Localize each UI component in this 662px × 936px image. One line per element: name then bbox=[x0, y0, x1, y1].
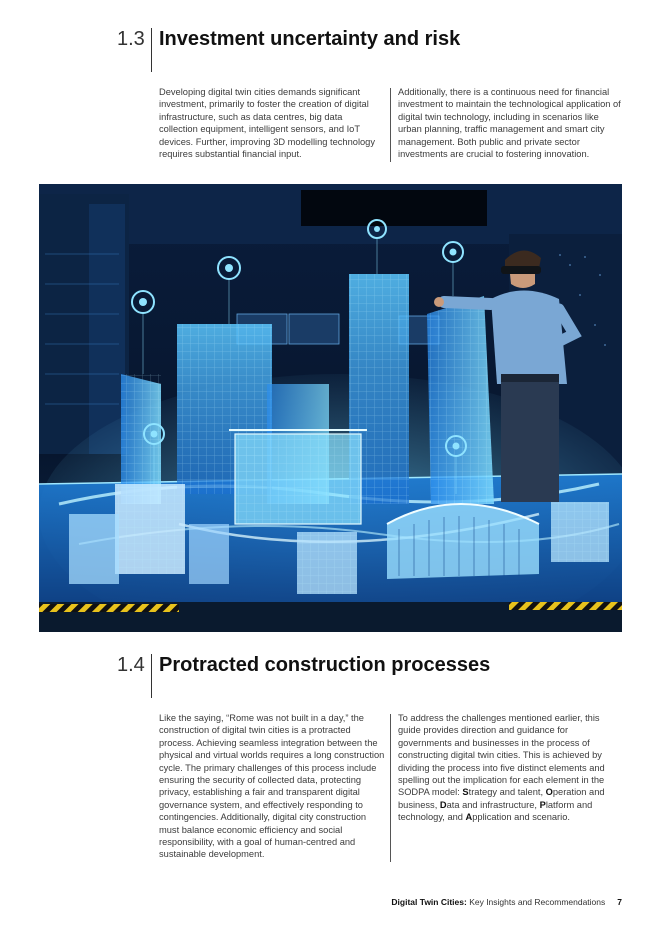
digital-twin-city-image bbox=[39, 184, 622, 632]
footer-title-bold: Digital Twin Cities: bbox=[391, 897, 467, 907]
column-divider bbox=[390, 88, 391, 162]
section-title: Investment uncertainty and risk bbox=[159, 28, 461, 50]
sodpa-letter: P bbox=[539, 799, 546, 810]
sodpa-application bbox=[466, 812, 570, 822]
sodpa-letter: S bbox=[462, 787, 469, 798]
sodpa-rest: ata and infrastructure, bbox=[446, 799, 540, 810]
sodpa-data bbox=[440, 800, 540, 810]
sodpa-intro: To address the challenges mentioned earlier, this guide provides direction and guidance for governments and businesses in the process of constructing digital twin cities. This is achieved by dividing the process into five distinct elements and spelling out the implication for each element in the SODPA model: bbox=[398, 713, 605, 798]
section-1-3-text-right: Additionally, there is a continuous need for financial investment to maintain the technological application of digital twin technology, including in scenarios like urban planning, traffic management and smart city management. Both public and private sector investments are crucial to fostering innovation. bbox=[398, 87, 621, 160]
sodpa-letter: O bbox=[545, 787, 553, 798]
sodpa-letter: A bbox=[465, 812, 473, 823]
section-1-4-text-right bbox=[398, 712, 622, 824]
sodpa-rest: pplication and scenario. bbox=[472, 812, 570, 823]
section-1-3-text-left: Developing digital twin cities demands significant investment, primarily to foster the creation of digital infrastructure, such as data centres, big data collection equipment, intelligent sensors, and IoT devices. Further, improving 3D modelling technology requires substantial financial input. bbox=[159, 87, 376, 160]
page-number: 7 bbox=[617, 897, 622, 907]
sodpa-rest: trategy and talent, bbox=[468, 787, 546, 798]
sodpa-letter: D bbox=[439, 799, 447, 810]
section-number: 1.3 bbox=[117, 28, 145, 50]
sodpa-strategy bbox=[462, 787, 545, 797]
page-footer bbox=[391, 897, 622, 907]
footer-title-rest: Key Insights and Recommendations bbox=[466, 897, 606, 907]
column-divider bbox=[390, 714, 391, 862]
section-rule bbox=[151, 28, 152, 72]
section-rule bbox=[151, 654, 152, 698]
section-title: Protracted construction processes bbox=[159, 654, 491, 676]
section-1-4-text-left: Like the saying, “Rome was not built in a day,” the construction of digital twin cities is a protracted process. Achieving seamless integration between the physical and virtual worlds requires a long construction cycle. The primary challenges of this process include ensuring the security of collected data, protecting privacy, establishing a fair and transparent digital governance system, and effectively responding to contingencies. Additionally, digital city construction must balance economic efficiency and social responsibility, with a goal of human-centred and sustainable development. bbox=[159, 713, 385, 860]
sodpa-rest: peration and business, bbox=[398, 787, 605, 810]
sodpa-rest: latform and technology, and bbox=[398, 799, 593, 823]
section-number: 1.4 bbox=[117, 654, 145, 676]
